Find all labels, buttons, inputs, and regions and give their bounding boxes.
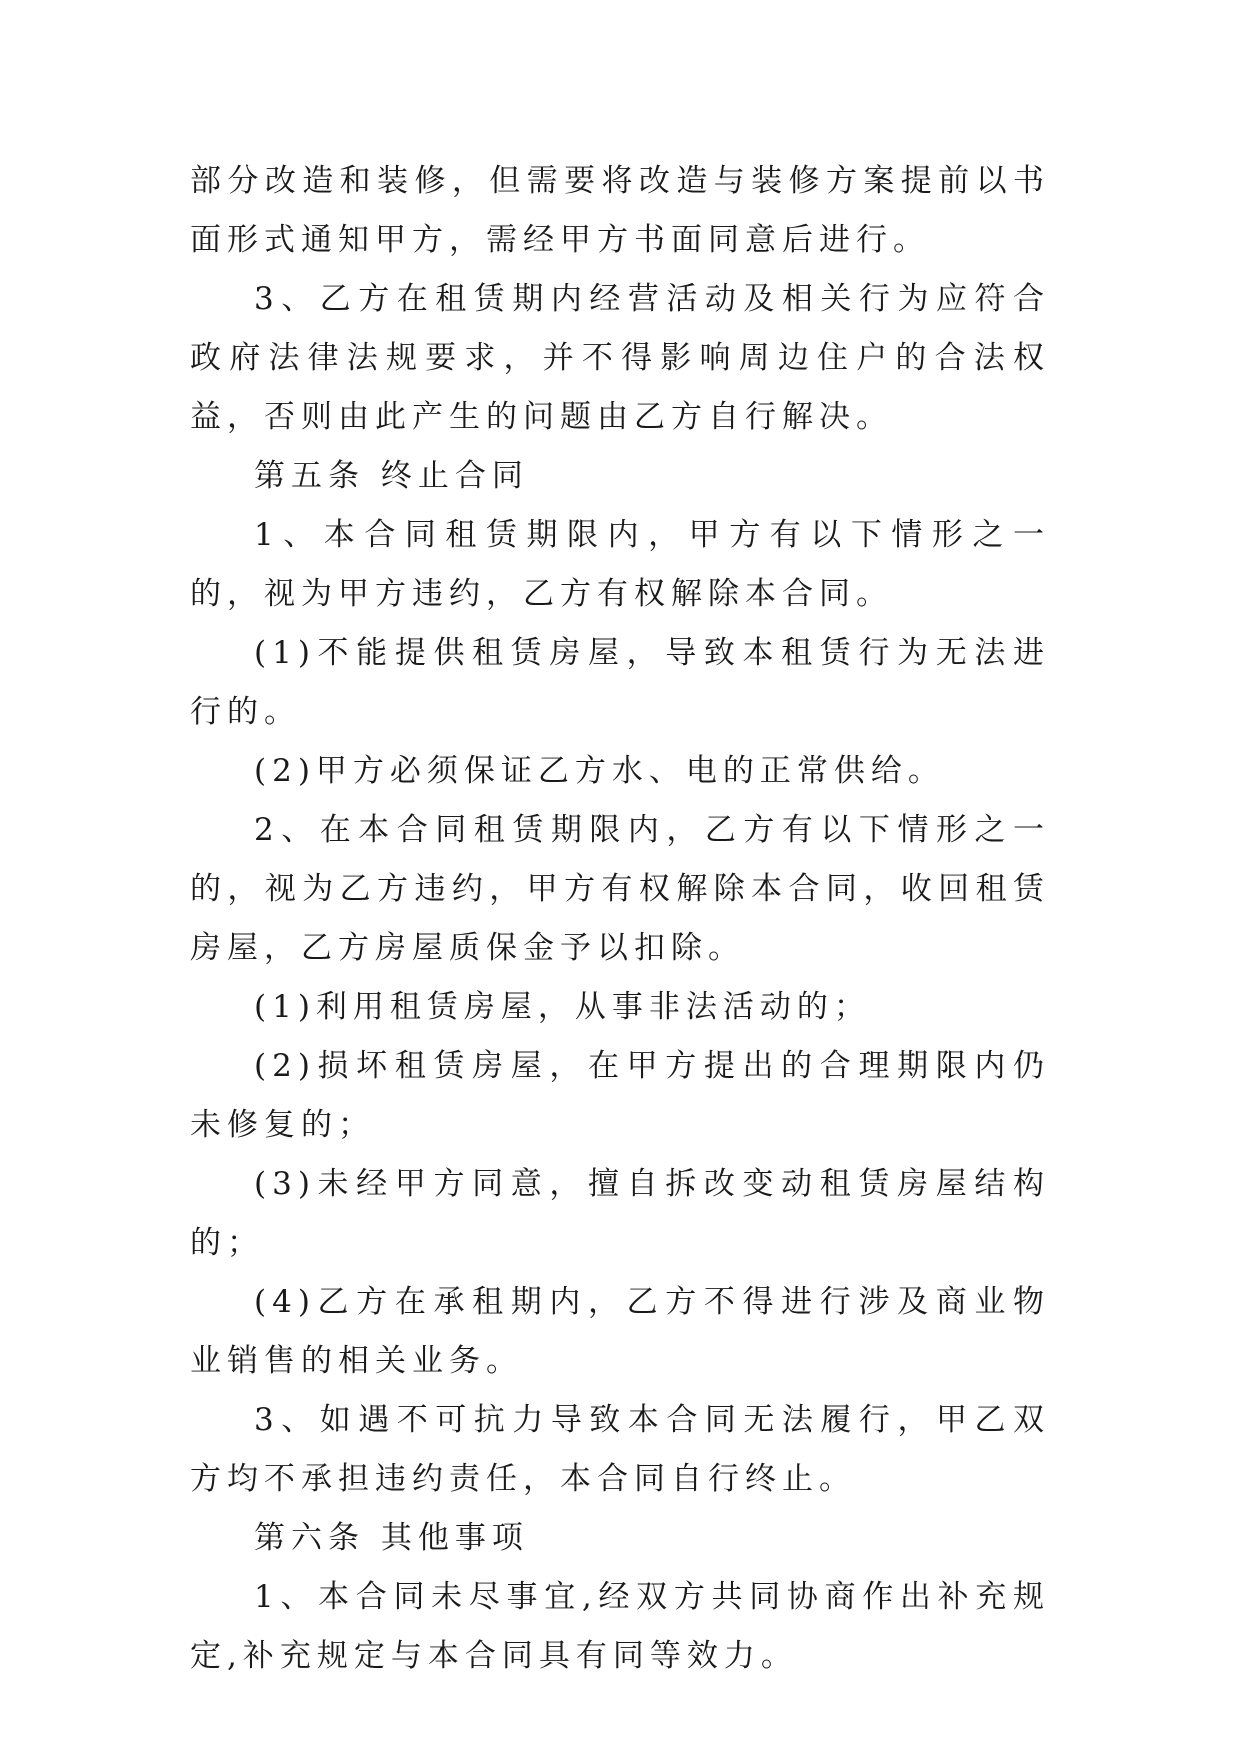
paragraph-clause-5-1-item-2: (2)甲方必须保证乙方水、电的正常供给。 (254, 753, 945, 789)
heading-article-5: 第五条 终止合同 (254, 458, 529, 494)
paragraph-clause-5-1: 1、本合同租赁期限内，甲方有以下情形之一的，视为甲方违约，乙方有权解除本合同。 (190, 517, 1050, 612)
heading-article-6: 第六条 其他事项 (254, 1520, 529, 1556)
contract-body (190, 152, 1050, 1686)
paragraph-clause-5-1-item-1: (1)不能提供租赁房屋，导致本租赁行为无法进行的。 (190, 635, 1050, 730)
paragraph-clause-4-3: 3、乙方在租赁期内经营活动及相关行为应符合政府法律法规要求，并不得影响周边住户的合法权益，否则由此产生的问题由乙方自行解决。 (190, 281, 1050, 435)
paragraph-clause-5-2-item-4: (4)乙方在承租期内，乙方不得进行涉及商业物业销售的相关业务。 (190, 1284, 1050, 1379)
paragraph-clause-6-1: 1、本合同未尽事宜,经双方共同协商作出补充规定,补充规定与本合同具有同等效力。 (190, 1579, 1050, 1674)
paragraph-renovation-notice: 部分改造和装修，但需要将改造与装修方案提前以书面形式通知甲方，需经甲方书面同意后进行。 (190, 163, 1050, 258)
paragraph-clause-5-3: 3、如遇不可抗力导致本合同无法履行，甲乙双方均不承担违约责任，本合同自行终止。 (190, 1402, 1050, 1497)
paragraph-clause-5-2-item-1: (1)利用租赁房屋，从事非法活动的； (254, 989, 871, 1025)
paragraph-clause-5-2: 2、在本合同租赁期限内，乙方有以下情形之一的，视为乙方违约，甲方有权解除本合同，收回租赁房屋，乙方房屋质保金予以扣除。 (190, 812, 1050, 966)
paragraph-clause-5-2-item-3: (3)未经甲方同意，擅自拆改变动租赁房屋结构的； (190, 1166, 1050, 1261)
paragraph-clause-5-2-item-2: (2)损坏租赁房屋，在甲方提出的合理期限内仍未修复的； (190, 1048, 1050, 1143)
